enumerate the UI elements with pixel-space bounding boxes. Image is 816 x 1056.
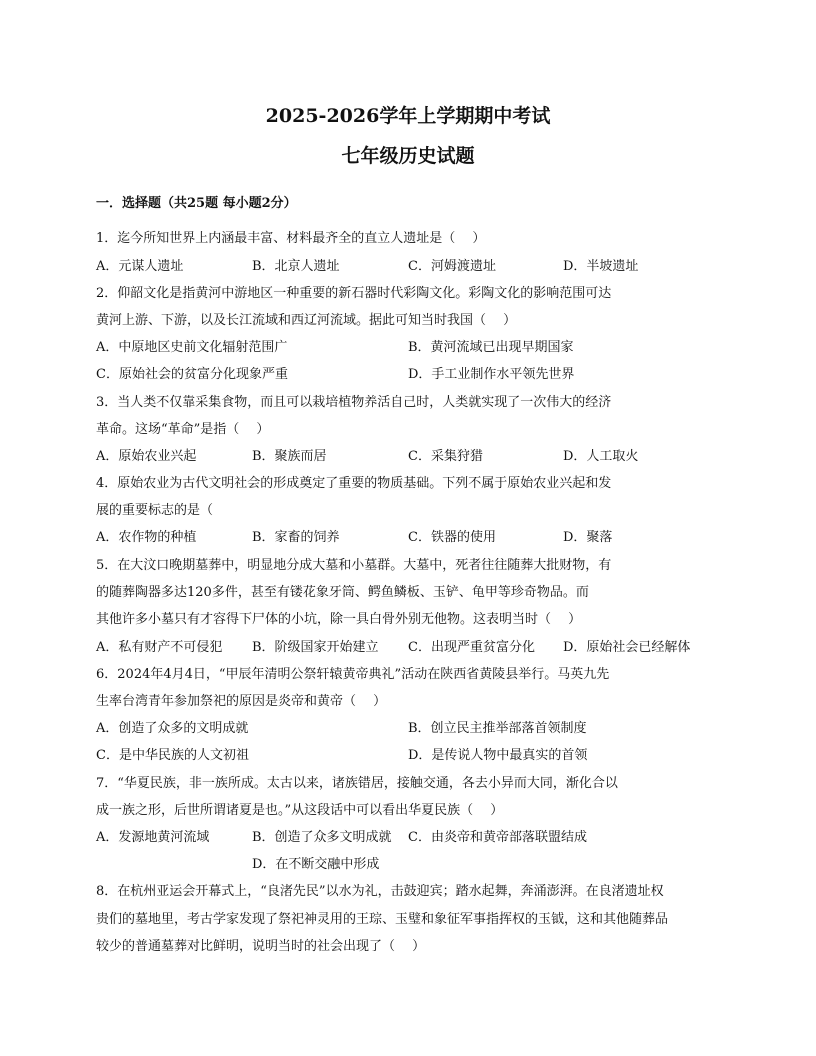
question-7-options — [96, 830, 696, 846]
option-c: C．采集狩猎 — [408, 449, 483, 464]
option-b: B．创造了众多文明成就 — [252, 830, 392, 845]
question-4-text: 4．原始农业为古代文明社会的形成奠定了重要的物质基础。下列不属于原始农业兴起和发 — [96, 476, 612, 491]
option-b: B．创立民主推举部落首领制度 — [408, 721, 587, 736]
option-b: B．家畜的饲养 — [252, 530, 340, 545]
question-1-options — [96, 259, 696, 275]
option-b: B．北京人遗址 — [252, 259, 340, 274]
question-6-options — [96, 721, 696, 737]
option-d: D．原始社会已经解体 — [563, 640, 691, 655]
option-c: C．是中华民族的人文初祖 — [96, 748, 249, 763]
question-7-text: 成一族之形，后世所谓诸夏是也。”从这段话中可以看出华夏民族（ ） — [96, 803, 504, 818]
question-2-options — [96, 340, 696, 356]
option-a: A．创造了众多的文明成就 — [96, 721, 249, 736]
option-a: A．原始农业兴起 — [96, 449, 197, 464]
option-b: B．黄河流域已出现早期国家 — [408, 340, 574, 355]
question-6-text: 生率台湾青年参加祭祀的原因是炎帝和黄帝（ ） — [96, 694, 387, 709]
question-4-options — [96, 530, 696, 546]
option-b: B．聚族而居 — [252, 449, 327, 464]
question-6-options — [96, 748, 696, 764]
question-4-text: 展的重要标志的是（ — [96, 503, 214, 518]
option-c: C．河姆渡遗址 — [408, 259, 496, 274]
option-c: C．原始社会的贫富分化现象严重 — [96, 367, 288, 382]
option-d: D．人工取火 — [563, 449, 639, 464]
question-5-text: 5．在大汶口晚期墓葬中，明显地分成大墓和小墓群。大墓中，死者往往随葬大批财物，有 — [96, 558, 612, 573]
option-c: C．铁器的使用 — [408, 530, 496, 545]
question-5-options — [96, 640, 696, 656]
option-d: D．在不断交融中形成 — [252, 857, 380, 872]
question-8-text: 8．在杭州亚运会开幕式上，“良渚先民”以水为礼，击鼓迎宾；踏水起舞，奔涌澎湃。在良渚遗址权 — [96, 884, 664, 899]
option-c: C．出现严重贫富分化 — [408, 640, 535, 655]
question-2-options — [96, 367, 696, 383]
option-d: D．聚落 — [563, 530, 613, 545]
question-2-text: 2．仰韶文化是指黄河中游地区一种重要的新石器时代彩陶文化。彩陶文化的影响范围可达 — [96, 286, 612, 301]
question-2-text: 黄河上游、下游，以及长江流域和西辽河流域。据此可知当时我国（ ） — [96, 313, 517, 328]
option-c: C．由炎帝和黄帝部落联盟结成 — [408, 830, 587, 845]
question-1-text: 1．迄今所知世界上内涵最丰富、材料最齐全的直立人遗址是（ ） — [96, 231, 486, 246]
question-5-text: 的随葬陶器多达120多件，甚至有镂花象牙筒、鳄鱼鳞板、玉铲、龟甲等珍奇物品。而 — [96, 585, 589, 600]
option-d: D．半坡遗址 — [563, 259, 639, 274]
question-3-text: 3．当人类不仅靠采集食物，而且可以栽培植物养活自己时，人类就实现了一次伟大的经济 — [96, 395, 612, 410]
question-8-text: 较少的普通墓葬对比鲜明，说明当时的社会出现了（ ） — [96, 939, 426, 954]
option-a: A．农作物的种植 — [96, 530, 197, 545]
option-d: D．是传说人物中最真实的首领 — [408, 748, 588, 763]
option-d: D．手工业制作水平领先世界 — [408, 367, 575, 382]
question-3-options — [96, 449, 696, 465]
question-6-text: 6．2024年4月4日，“甲辰年清明公祭轩辕黄帝典礼”活动在陕西省黄陵县举行。马英九先 — [96, 667, 610, 682]
question-8-text: 贵们的墓地里，考古学家发现了祭祀神灵用的王琮、玉璧和象征军事指挥权的玉钺，这和其他随葬品 — [96, 912, 669, 927]
option-b: B．阶级国家开始建立 — [252, 640, 379, 655]
option-a: A．元谋人遗址 — [96, 259, 184, 274]
exam-title: 2025-2026学年上学期期中考试 — [265, 105, 551, 127]
question-7-text: 7．“华夏民族，非一族所成。太古以来，诸族错居，接触交通，各去小异而大同，渐化合以 — [96, 776, 618, 791]
option-a: A．发源地黄河流域 — [96, 830, 210, 845]
question-3-text: 革命。这场“革命”是指（ ） — [96, 422, 270, 437]
option-a: A．私有财产不可侵犯 — [96, 640, 223, 655]
question-7-options — [96, 857, 696, 873]
exam-subtitle: 七年级历史试题 — [341, 145, 475, 167]
option-a: A．中原地区史前文化辐射范围广 — [96, 340, 288, 355]
question-5-text: 其他许多小墓只有才容得下尸体的小坑，除一具白骨外别无他物。这表明当时（ ） — [96, 612, 582, 627]
section-heading: 一．选择题（共25题 每小题2分） — [96, 196, 297, 211]
